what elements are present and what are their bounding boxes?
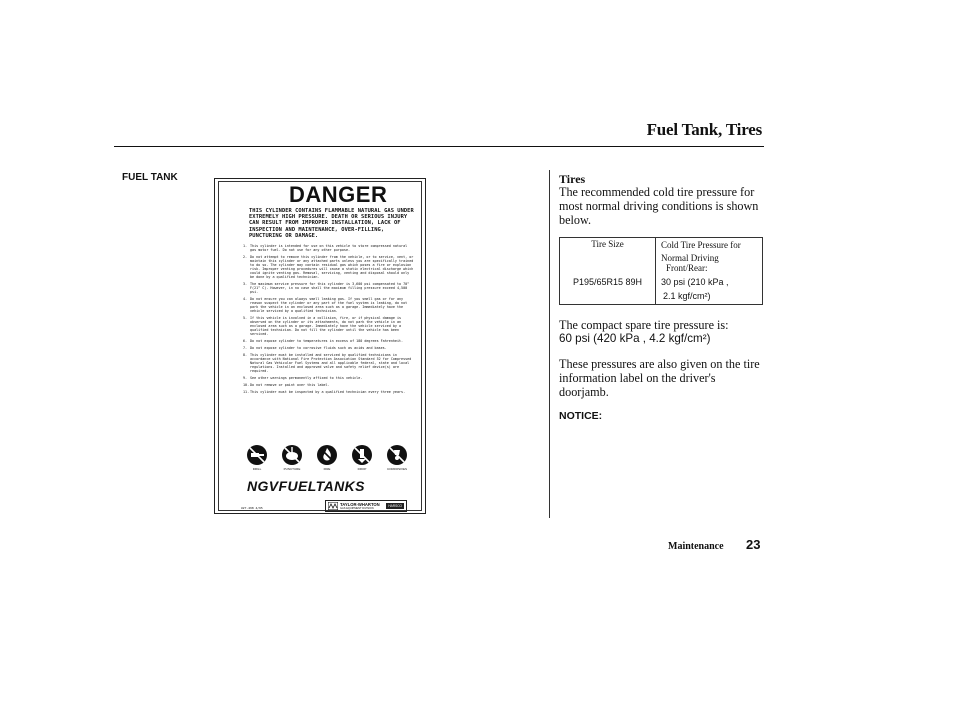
warning-number: 5. — [243, 316, 248, 320]
hazard-label: CORROSIVES — [386, 467, 407, 471]
hazard-icon-row — [243, 444, 411, 480]
hazard-label: DROP — [357, 467, 367, 471]
hazard-corrosives — [383, 444, 411, 480]
warning-text: The maximum service pressure for this cylinder is 3,600 psi compensated to 70° F(21° C). However, in no case shall the maximum filling pressure exceed 4,500 psi. — [250, 282, 410, 294]
warning-item — [243, 353, 415, 373]
table-cell-pressure-line2: 2.1 kgf/cm²) — [663, 291, 711, 301]
header-divider — [114, 146, 764, 147]
hazard-puncture — [278, 444, 306, 480]
warning-item — [243, 297, 415, 313]
warning-text: Do not ensure you can always smell leaking gas. If you smell gas or for any reason suspect the cylinder or any part of the fuel system is leaking, do not park the vehicle in an enclosed area such as a garage. Immediately have the vehicle serviced by a qualified technician. — [250, 297, 408, 313]
warning-number: 6. — [243, 339, 248, 343]
table-divider — [655, 238, 656, 304]
danger-intro-text: THIS CYLINDER CONTAINS FLAMMABLE NATURAL GAS UNDER EXTREMELY HIGH PRESSURE. DEATH OR SERIOUS INJURY CAN RESULT FROM IMPROPER INSTALLATION, LACK OF INSPECTION AND MAINTENANCE, OVER-FILLING, PUNCTURING OR DAMAGE. — [249, 208, 414, 239]
warning-text: This cylinder is intended for use on this vehicle to store compressed natural gas motor fuel. Do not use for any other purpose. — [250, 244, 408, 252]
warning-text: See other warnings permanently affixed to this vehicle. — [250, 376, 363, 380]
danger-heading: DANGER — [289, 182, 388, 207]
table-header-cold-pressure: Cold Tire Pressure for Normal Driving — [661, 240, 741, 263]
footer-section-name: Maintenance — [668, 541, 724, 552]
warning-item — [243, 390, 415, 394]
hazard-fire — [313, 444, 341, 480]
manufacturer-name: TAYLOR-WHARTON — [340, 502, 380, 507]
warning-item — [243, 255, 415, 279]
warning-number: 9. — [243, 376, 248, 380]
tire-label-note: These pressures are also given on the tire information label on the driver's doorjamb. — [559, 357, 760, 399]
manufacturer-tag: HARSCO — [388, 504, 402, 508]
hazard-drop — [348, 444, 376, 480]
tire-pressure-table — [559, 237, 763, 305]
hazard-drill — [243, 444, 271, 480]
warning-item — [243, 339, 415, 343]
warning-text: If this vehicle is involved in a collision, fire, or if physical damage is observed on the cylinder or its attachments, do not park the vehicle in an enclosed area such as a garage. Immediately have the vehicle serviced by a qualified technician. Do not fill the cylinder until the vehicle has been serviced. — [250, 316, 402, 336]
warning-item — [243, 376, 415, 380]
fuel-tank-danger-label — [214, 178, 426, 514]
warning-text: Do not expose cylinder to corrosive fluids such as acids and bases. — [250, 346, 387, 350]
warning-number: 2. — [243, 255, 248, 259]
table-cell-pressure-line1: 30 psi (210 kPa , — [661, 277, 729, 287]
warning-text: Do not remove or paint over this label. — [250, 383, 330, 387]
warning-text: Do not expose cylinder to temperatures in excess of 180 degrees Fahrenheit. — [250, 339, 404, 343]
corrosives-prohibited-icon — [386, 444, 408, 466]
fire-prohibited-icon — [316, 444, 338, 466]
warning-number: 11. — [243, 390, 250, 394]
warning-item — [243, 346, 415, 350]
spare-pressure-label: The compact spare tire pressure is: — [559, 318, 729, 332]
manufacturer-logo-icon — [328, 502, 338, 510]
warning-number: 7. — [243, 346, 248, 350]
manufacturer-badge — [325, 500, 407, 512]
puncture-prohibited-icon — [281, 444, 303, 466]
warning-text: This cylinder must be installed and serviced by qualified technicians in accordance with National Fire Protection Association Standard 52 for Compressed Natural Gas Vehicular Fuel Systems and all applicable federal, state and local regulations. Installed and approved valve and safety relief device(s) are required. — [250, 353, 412, 373]
table-cell-tire-size: P195/65R15 89H — [572, 277, 643, 287]
warning-text: This cylinder must be inspected by a qualified technician every three years. — [250, 390, 406, 394]
warning-item — [243, 282, 415, 294]
spare-pressure-value: 60 psi (420 kPa , 4.2 kgf/cm²) — [559, 332, 711, 345]
warning-item — [243, 316, 415, 336]
warning-item — [243, 244, 415, 252]
warning-text: Do not attempt to remove this cylinder from the vehicle, or to service, vent, or maintain this cylinder or any attached parts unless you are specifically trained to do so. The cylinder may contain residual gas which poses a fire or explosion risk. Improper venting procedures will cause a static electrical discharge which could ignite venting gas. Removal, servicing, venting and disposal should only be done by a qualified technician. — [250, 255, 414, 279]
warning-list — [243, 244, 415, 397]
warning-number: 10. — [243, 383, 250, 387]
warning-item — [243, 383, 415, 387]
drop-prohibited-icon — [351, 444, 373, 466]
brand-logo-text: NGVFUELTANKS — [247, 478, 365, 494]
page-title: Fuel Tank, Tires — [646, 120, 762, 139]
table-header-tire-size: Tire Size — [591, 239, 624, 249]
drill-prohibited-icon — [246, 444, 268, 466]
hazard-label: FIRE — [323, 467, 331, 471]
tires-heading: Tires — [559, 172, 586, 186]
warning-number: 1. — [243, 244, 248, 248]
danger-label-frame — [218, 181, 422, 511]
notice-heading: NOTICE: — [559, 410, 603, 422]
hazard-label: DRILL — [252, 467, 262, 471]
label-part-number: U27-498 4/95 — [241, 506, 263, 510]
tires-intro-text: The recommended cold tire pressure for most normal driving conditions is shown below. — [559, 185, 759, 227]
warning-number: 3. — [243, 282, 248, 286]
fuel-tank-caption: FUEL TANK — [122, 172, 178, 183]
table-cell-front-rear: Front/Rear: — [666, 263, 708, 273]
hazard-label: PUNCTURE — [283, 467, 301, 471]
warning-number: 8. — [243, 353, 248, 357]
column-divider — [549, 170, 550, 518]
page-number: 23 — [746, 537, 761, 552]
manufacturer-subtitle: GAS EQUIPMENT DIVISION — [340, 507, 374, 510]
warning-number: 4. — [243, 297, 248, 301]
